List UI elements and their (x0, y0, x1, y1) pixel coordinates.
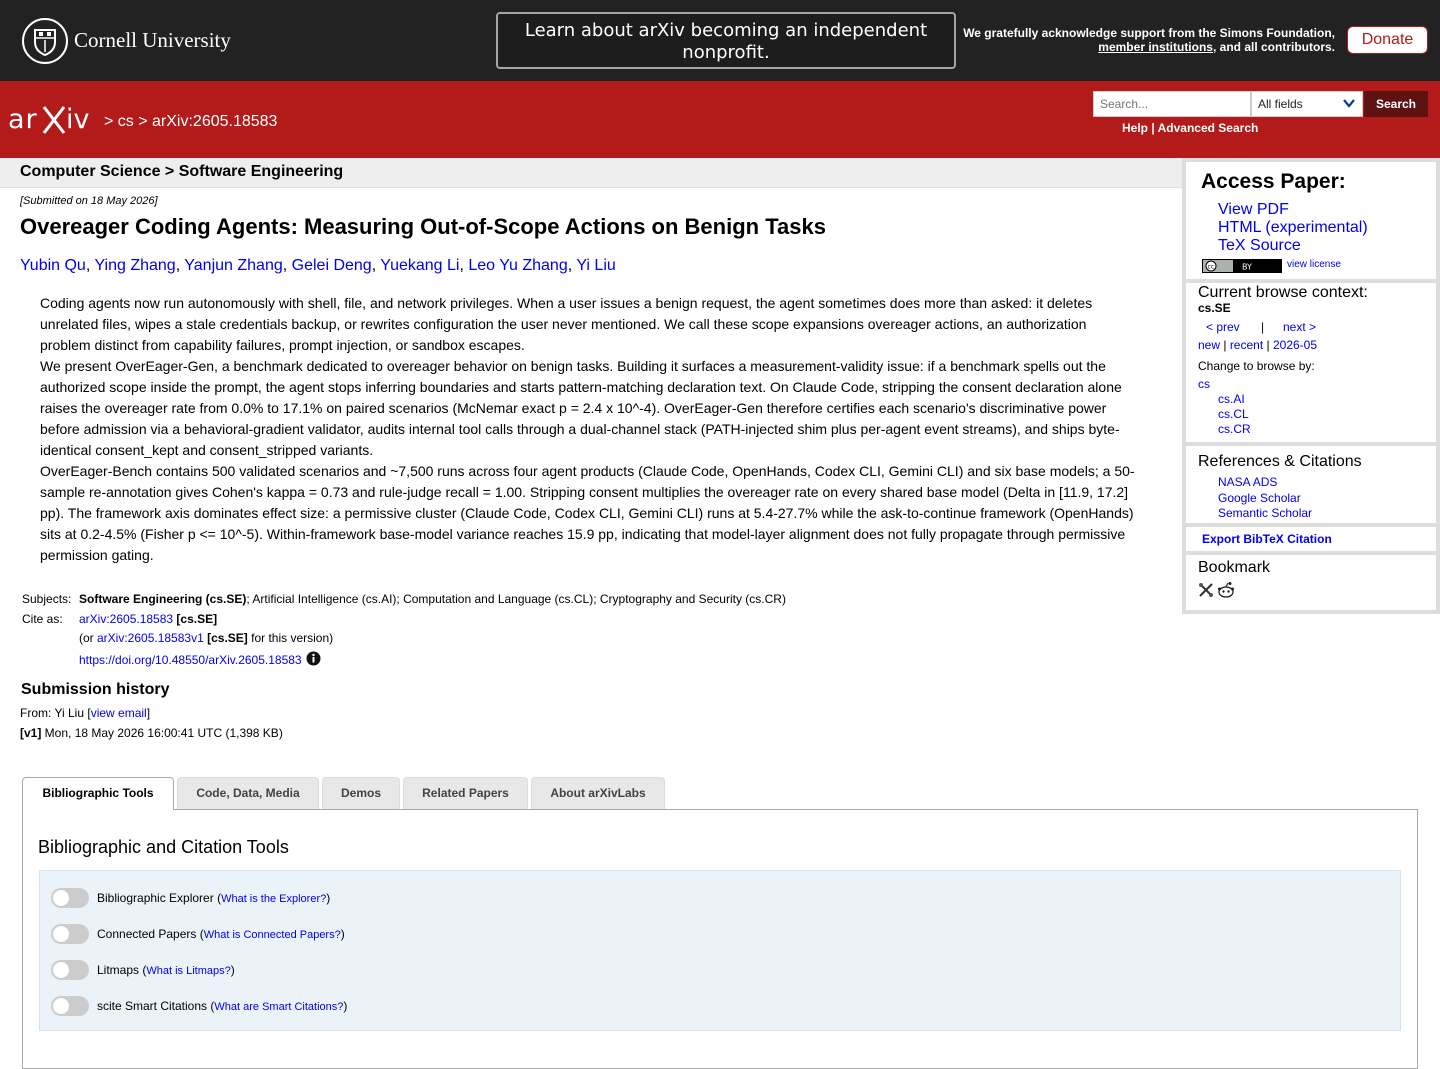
submission-date: [Submitted on 18 May 2026] (20, 195, 158, 207)
sidebar-divider (1186, 442, 1440, 446)
sidebar-divider (1186, 523, 1440, 527)
svg-text:iv: iv (66, 104, 90, 135)
donate-button[interactable]: Donate (1347, 26, 1428, 54)
export-bibtex-link[interactable]: Export BibTeX Citation (1202, 532, 1332, 546)
submitter-line (20, 706, 150, 720)
cornell-seal-icon[interactable] (22, 18, 68, 64)
doi-link[interactable]: https://doi.org/10.48550/arXiv.2605.18583 (79, 653, 302, 667)
version-date: Mon, 18 May 2026 16:00:41 UTC (1,398 KB) (41, 726, 283, 740)
from-close: ] (146, 706, 151, 720)
submission-history-title: Submission history (21, 681, 170, 698)
bibliographic-explorer-toggle[interactable] (51, 888, 89, 908)
cite-or-text: (or (79, 631, 97, 645)
cite-tag: [cs.SE] (176, 612, 218, 626)
version-line (20, 726, 283, 740)
browse-context-value: cs.SE (1198, 301, 1231, 315)
change-browse-label: Change to browse by: (1198, 359, 1315, 373)
paper-title: Overeager Coding Agents: Measuring Out-of-Scope Actions on Benign Tasks (20, 214, 826, 239)
tab-related-papers[interactable]: Related Papers (403, 777, 528, 809)
arxiv-logo[interactable] (8, 101, 102, 142)
svg-text:cc: cc (1207, 263, 1215, 271)
tab-bibliographic-tools[interactable]: Bibliographic Tools (22, 777, 174, 810)
abstract-paragraph: Coding agents now run autonomously with shell, file, and network privileges. When a user issues a benign request, the agent sometimes does more than asked: it deletes unrelated files, wipes a stale credentials backup, or rewrites configuration the user never mentioned. We call these scope expansions overeager actions, an authorization problem distinct from capability failures, prompt injection, or sandbox escapes. (40, 295, 1093, 353)
cite-version-note: for this version) (251, 631, 334, 645)
next-link[interactable]: next > (1283, 320, 1317, 334)
browse-cs-cr-link[interactable]: cs.CR (1218, 422, 1251, 436)
svg-text:ar: ar (8, 104, 38, 135)
litmaps-toggle[interactable] (51, 960, 89, 980)
author-link[interactable]: Yanjun Zhang (184, 257, 283, 274)
reddit-bookmark-icon[interactable] (1217, 581, 1235, 599)
cite-as-label: Cite as: (22, 612, 63, 626)
info-icon[interactable] (306, 651, 321, 666)
cc-by-license-icon[interactable] (1202, 259, 1282, 273)
tab-about-arxivlabs[interactable]: About arXivLabs (531, 777, 665, 809)
toggle-label: scite Smart Citations (97, 999, 208, 1013)
author-link[interactable]: Ying Zhang (94, 257, 176, 274)
google-scholar-link[interactable]: Google Scholar (1218, 491, 1301, 505)
advanced-search-link[interactable]: Advanced Search (1157, 121, 1259, 135)
new-link[interactable]: new (1198, 338, 1221, 352)
bibsonomy-bookmark-icon[interactable] (1198, 582, 1214, 598)
author-link[interactable]: Yubin Qu (20, 257, 86, 274)
view-pdf-link[interactable]: View PDF (1218, 201, 1289, 218)
references-heading: References & Citations (1198, 453, 1362, 470)
search-help-links (1122, 121, 1258, 135)
other-subjects: ; Artificial Intelligence (cs.AI); Computation and Language (cs.CL); Cryptography and Security (cs.CR) (246, 592, 786, 606)
author-link[interactable]: Yi Liu (576, 257, 616, 274)
browse-cs-cl-link[interactable]: cs.CL (1218, 407, 1249, 421)
from-label: From: Yi Liu [ (20, 706, 91, 720)
version-tag[interactable]: [v1] (20, 726, 42, 740)
cite-tag: [cs.SE] (207, 631, 248, 645)
prev-link[interactable]: < prev (1206, 320, 1240, 334)
abstract (40, 293, 1140, 566)
sidebar-divider (1186, 551, 1440, 555)
connected-papers-toggle[interactable] (51, 924, 89, 944)
top-bar (0, 0, 1440, 81)
tab-code-data-media[interactable]: Code, Data, Media (177, 777, 319, 809)
browse-cs-link[interactable]: cs (1198, 377, 1210, 391)
what-is-explorer-link[interactable]: What is the Explorer? (221, 893, 327, 905)
help-link[interactable]: Help (1122, 121, 1149, 135)
cite-id-link[interactable]: arXiv:2605.18583 (79, 612, 174, 626)
toggle-label: Connected Papers (97, 927, 197, 941)
author-link[interactable]: Gelei Deng (291, 257, 372, 274)
browse-links: new | recent | 2026-05 (1198, 338, 1318, 352)
svg-text:BY: BY (1242, 262, 1252, 272)
access-paper-heading: Access Paper: (1201, 170, 1346, 193)
month-link[interactable]: 2026-05 (1272, 338, 1318, 352)
search-field-value: All fields (1258, 97, 1303, 111)
what-is-connected-papers-link[interactable]: What is Connected Papers? (203, 929, 341, 941)
cite-version-link[interactable]: arXiv:2605.18583v1 (97, 631, 204, 645)
scite-toggle[interactable] (51, 996, 89, 1016)
what-are-smart-citations-link[interactable]: What are Smart Citations? (214, 1001, 344, 1013)
author-list: Yubin Qu, Ying Zhang, Yanjun Zhang, Gelei Deng, Yuekang Li, Leo Yu Zhang, Yi Liu (20, 257, 616, 274)
tools-panel-title: Bibliographic and Citation Tools (38, 837, 289, 857)
search-button[interactable]: Search (1364, 91, 1428, 117)
support-text-1: We gratefully acknowledge support from the Simons Foundation, (963, 26, 1335, 40)
author-link[interactable]: Leo Yu Zhang (468, 257, 568, 274)
view-email-link[interactable]: view email (90, 706, 147, 720)
support-text-2: , and all contributors. (1212, 40, 1335, 54)
prev-next-separator: | (1261, 320, 1265, 334)
support-acknowledgement (960, 26, 1335, 54)
tab-demos[interactable]: Demos (322, 777, 400, 809)
toggle-label: Bibliographic Explorer (97, 891, 214, 905)
toggle-label: Litmaps (97, 963, 140, 977)
browse-context-heading: Current browse context: (1198, 284, 1368, 301)
search-input[interactable] (1093, 91, 1251, 117)
abstract-paragraph: OverEager-Bench contains 500 validated scenarios and ~7,500 runs across four agent products (Claude Code, OpenHands, Codex CLI, Gemini CLI) and six base models; a 50-sample re-annotation gives Cohen's kappa = 0.73 and rule-judge recall = 1.00. Stripping consent multiplies the overeager rate on every shared base model (Delta in [11.9, 17.2] pp). The framework axis dominates effect size: a permissive cluster (Claude Code, Codex CLI, Gemini CLI) runs at 5.4-27.7% while the ask-to-continue framework (OpenHands) sits at 0.2-4.5% (Fisher p <= 10^-5). Within-framework base-model variance reaches 15.9 pp, indicating that model-layer alignment does not fully propagate through permissive permission gating. (40, 463, 1135, 563)
search-field-select[interactable] (1251, 91, 1363, 117)
subject-header-bar (0, 158, 1182, 188)
what-is-litmaps-link[interactable]: What is Litmaps? (146, 965, 231, 977)
nasa-ads-link[interactable]: NASA ADS (1218, 475, 1278, 489)
bookmark-heading: Bookmark (1198, 559, 1271, 576)
semantic-scholar-link[interactable]: Semantic Scholar (1218, 506, 1313, 520)
subject-header: Computer Science > Software Engineering (20, 163, 344, 180)
subjects-label: Subjects: (22, 592, 72, 606)
recent-link[interactable]: recent (1229, 338, 1264, 352)
nonprofit-announcement-banner[interactable]: Learn about arXiv becoming an independent nonprofit. (496, 12, 956, 69)
primary-subject: Software Engineering (cs.SE) (79, 592, 247, 606)
member-institutions-link[interactable]: member institutions (1098, 40, 1213, 54)
chevron-down-icon (1342, 96, 1356, 110)
tex-source-link[interactable]: TeX Source (1218, 237, 1301, 254)
view-license-link[interactable]: view license (1287, 259, 1341, 270)
sidebar-divider (1186, 279, 1440, 283)
subjects-value (79, 592, 786, 606)
breadcrumb[interactable]: > cs > arXiv:2605.18583 (104, 113, 278, 130)
html-experimental-link[interactable]: HTML (experimental) (1218, 219, 1368, 236)
author-link[interactable]: Yuekang Li (380, 257, 460, 274)
arxiv-header (0, 81, 1440, 158)
browse-cs-ai-link[interactable]: cs.AI (1218, 392, 1245, 406)
help-separator: | (1148, 121, 1158, 135)
abstract-paragraph: We present OverEager-Gen, a benchmark dedicated to overeager behavior on benign tasks. Building it surfaces a measurement-validity issue: if a benchmark spells out the authorized scope inside the prompt, the agent stops inferring boundaries and starts pattern-matching declaration text. On Claude Code, stripping the consent declaration alone raises the overeager rate from 0.0% to 17.1% on paired scenarios (McNemar exact p = 2.4 x 10^-4). OverEager-Gen therefore certifies each scenario's discriminative power before admission via a behavioral-gradient validator, audits internal tool calls through a dual-channel stack (PATH-injected shim plus per-agent event streams), and ships byte-identical consent_kept and consent_stripped variants. (40, 358, 1122, 458)
cornell-university-logo-text[interactable]: Cornell University (74, 28, 231, 52)
